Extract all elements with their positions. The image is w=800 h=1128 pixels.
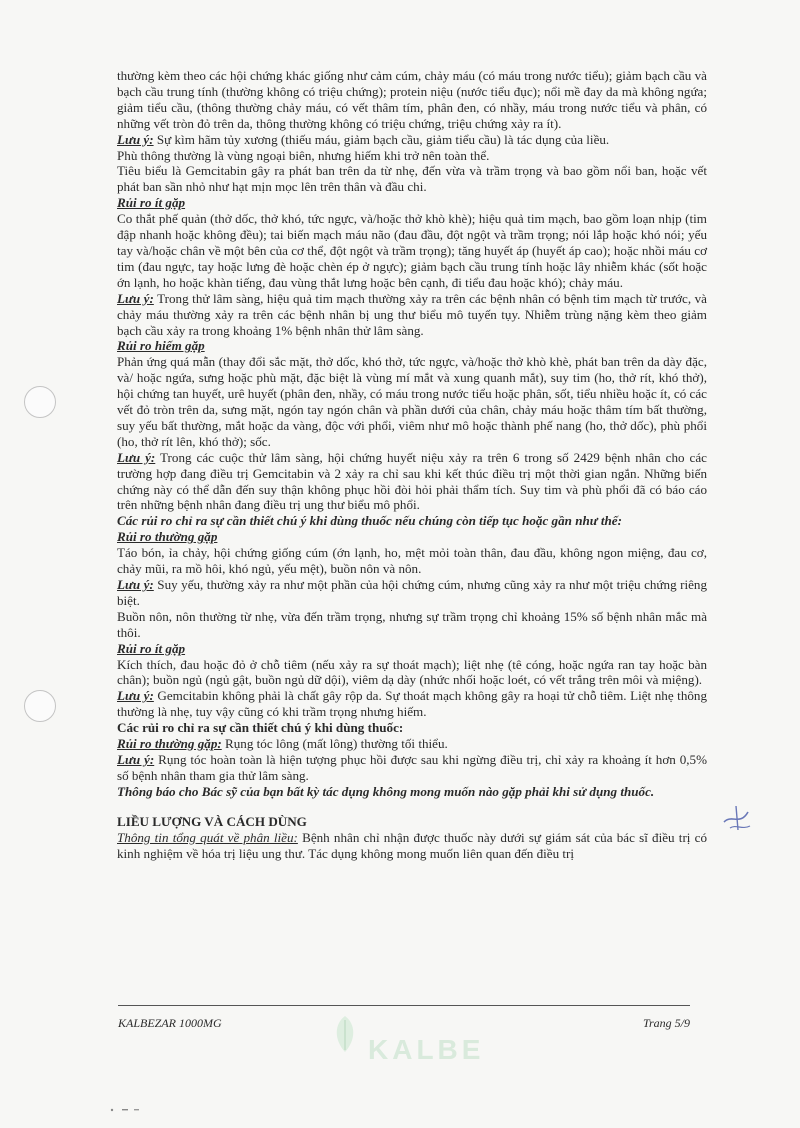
punch-hole <box>24 386 56 418</box>
paragraph <box>117 68 707 132</box>
signature-icon <box>718 800 758 836</box>
text-run: Phù thông thường là vùng ngoại biên, nhưng hiếm khi trở nên toàn thể. <box>117 147 490 163</box>
punch-hole <box>24 690 56 722</box>
text-run: Lưu ý: <box>117 290 154 306</box>
text-run: Thông tin tổng quát về phân liều: <box>117 829 298 845</box>
text-run: Suy yếu, thường xảy ra như một phần của hội chứng cúm, nhưng cũng xảy ra như một triệu chứng riêng biệt. <box>117 577 708 608</box>
scan-speck <box>108 1106 148 1114</box>
paragraph <box>117 338 707 354</box>
text-run: Trong các cuộc thử lâm sàng, hội chứng huyết niệu xảy ra trên 6 trong số 2429 bệnh nhân cho các trường hợp đang điều trị Gemcitabin và 2 xảy ra chỉ sau khi kết thúc điều trị một thời gian ngắn. Những biến chứng này có thể dẫn đến suy thận không phục hồi đòi hỏi phải thẩm tích. Suy tim và phù phổi đã có báo cáo trên những bệnh nhân đang điều trị ung thư biểu mô phổi. <box>117 449 707 513</box>
text-run: Thông báo cho Bác sỹ của bạn bất kỳ tác dụng không mong muốn nào gặp phải khi sử dụng thuốc. <box>117 783 655 799</box>
paragraph <box>117 132 707 148</box>
text-run: Gemcitabin không phải là chất gây rộp da. Sự thoát mạch không gây ra hoại tử chỗ tiêm. Liệt nhẹ thông thường là nhẹ, tuy vậy cũng có khi trầm trọng nhưng hiếm. <box>117 688 708 720</box>
text-run: Tiêu biểu là Gemcitabin gây ra phát ban trên da từ nhẹ, đến vừa và trầm trọng và bao gồm nổi ban, hoặc vết phát ban sần nhỏ như hạt mịn mọc lên trên thân và đầu chi. <box>117 163 707 195</box>
text-run: Táo bón, ỉa chảy, hội chứng giống cúm (ớn lạnh, ho, mệt mỏi toàn thân, đau đầu, không ngon miệng, đau cơ, chảy mũi, ra mồ hôi, khó ngủ, yếu mệt), buồn nôn và nôn. <box>117 545 707 577</box>
text-run: Rủi ro thường gặp: <box>117 736 222 752</box>
footer-page-number: Trang 5/9 <box>642 1016 690 1030</box>
text-run: Co thắt phế quản (thở dốc, thở khó, tức ngực, và/hoặc thở khò khè); hiệu quả tim mạch, bao gồm loạn nhịp (tim đập nhanh hoặc không đều); tai biến mạch máu não (đau đầu, đột ngột và trầm trọng; nói lắp hoặc khó nói; yếu tay và/hoặc chân về một bên của cơ thể, đột ngột và trầm trọng); tăng huyết áp (huyết áp cao); hoặc nhồi máu cơ tim (đau ngực, tay hoặc lưng đè hoặc chèn ép ở ngực); giảm bạch cầu trung tính hoặc lây nhiễm khác (sốt hoặc ớn lạnh, ho hoặc khàn tiếng, đau vùng thắt lưng hoặc bên cạnh, đi tiểu đau hoặc khó); chảy máu. <box>117 211 707 290</box>
paragraph <box>117 657 707 689</box>
text-run: thường kèm theo các hội chứng khác giống như cảm cúm, chảy máu (có máu trong nước tiểu); giảm bạch cầu và bạch cầu trung tính (thường không có triệu chứng); protein niệu (nước tiểu đục); nổi mề đay da mà không ngứa; giảm tiểu cầu, (thông thường chảy máu, có vết thâm tím, phân đen, có nhầy, máu trong nước tiểu và phân, có những vết tròn đỏ trên da, thông thường không có triệu chứng, triệu chứng xảy ra ít). <box>117 68 707 131</box>
section-heading <box>117 814 707 830</box>
text-run: Trong thử lâm sàng, hiệu quả tim mạch thường xảy ra trên các bệnh nhân có bệnh tim mạch từ trước, và chảy máu thường xảy ra trên các bệnh nhân bị ung thư biểu mô tuyến tụy. Nhiễm trùng nặng kèm theo giảm bạch cầu xảy ra trong khoảng 1% bệnh nhân thử lâm sàng. <box>117 290 707 338</box>
paragraph <box>117 545 707 577</box>
paragraph <box>117 736 707 752</box>
paragraph <box>117 211 707 291</box>
text-run: Sự kìm hãm tủy xương (thiếu máu, giảm bạch cầu, giảm tiểu cầu) là tác dụng của liều. <box>153 131 610 147</box>
paragraph <box>117 720 707 736</box>
text-run: Phản ứng quá mẫn (thay đổi sắc mặt, thở dốc, khó thở, tức ngực, và/hoặc thở khò khè, phát ban trên da dày đặc, và/ hoặc ngứa, sưng hoặc phù mặt, đặc biệt là vùng mí mắt và xung quanh mắt), suy tim (ho, thở rít, khó thở), hội chứng tan huyết, urê huyết (phân đen, nhầy, có máu trong nước tiểu hoặc phân, sốt, tiểu nhiều hoặc ít, có các vết đỏ tròn trên da, sưng mặt, ngón tay ngón chân và phần dưới của chân, chảy máu hoặc thâm tím bất thường, suy yếu bất thường, mắt hoặc da vàng, độc với phổi, viêm như mô hoặc thành phế nang (ho, thở dốc), phù phổi (ho, thở rít lên, khó thở); sốc. <box>117 354 707 449</box>
text-run: Lưu ý: <box>117 577 154 592</box>
text-run: Rụng tóc hoàn toàn là hiện tượng phục hồi được sau khi ngừng điều trị, chỉ xảy ra khoảng ít hơn 0,5% số bệnh nhân tham gia thử lâm sàng. <box>117 751 707 783</box>
paragraph <box>117 752 707 784</box>
text-run: Rủi ro hiếm gặp <box>117 338 205 354</box>
footer-divider <box>118 1005 690 1006</box>
paragraph <box>117 450 707 514</box>
text-run: Rủi ro ít gặp <box>117 195 186 211</box>
text-run: Các rủi ro chỉ ra sự cần thiết chú ý khi dùng thuốc: <box>117 720 404 736</box>
paragraph <box>117 163 707 195</box>
text-run: Kích thích, đau hoặc đỏ ở chỗ tiêm (nếu xảy ra sự thoát mạch); liệt nhẹ (tê cóng, hoặc ngứa ran tay hoặc bàn chân); buồn ngủ (ngủ gật, buồn ngủ dữ dội), viêm dạ dày (nhức nhối hoặc loét, có vết trắng trên môi và miệng). <box>117 656 707 688</box>
watermark-text: KALBE <box>368 1034 485 1065</box>
paragraph <box>117 830 707 862</box>
paragraph <box>117 148 707 164</box>
paragraph <box>117 577 707 609</box>
paragraph <box>117 688 707 720</box>
text-run: LIỀU LƯỢNG VÀ CÁCH DÙNG <box>117 813 307 829</box>
text-run: Lưu ý: <box>117 751 155 767</box>
paragraph <box>117 784 707 800</box>
paragraph <box>117 291 707 339</box>
paragraph <box>117 609 707 641</box>
text-run: Bệnh nhân chỉ nhận được thuốc này dưới sự giám sát của bác sĩ điều trị có kinh nghiệm về hóa trị liệu ung thư. Tác dụng không mong muốn liên quan đến điều trị <box>117 829 707 861</box>
paragraph <box>117 354 707 449</box>
paragraph <box>117 529 707 545</box>
paragraph <box>117 513 707 529</box>
text-run: Lưu ý: <box>117 688 154 704</box>
text-run: Rủi ro ít gặp <box>117 640 186 656</box>
text-run: Các rủi ro chỉ ra sự cần thiết chú ý khi dùng thuốc nếu chúng còn tiếp tục hoặc gần như thế: <box>117 513 622 529</box>
text-run: Lưu ý: <box>117 449 156 465</box>
kalbe-watermark-logo <box>330 1012 500 1072</box>
text-run: Lưu ý: <box>117 131 154 147</box>
text-run: Rủi ro thường gặp <box>117 529 218 545</box>
text-run: Rụng tóc lông (mất lông) thường tối thiểu. <box>221 736 448 752</box>
footer-product-name: KALBEZAR 1000MG <box>118 1016 222 1030</box>
paragraph <box>117 195 707 211</box>
paragraph <box>117 641 707 657</box>
text-run: Buồn nôn, nôn thường từ nhẹ, vừa đến trầm trọng, nhưng sự trầm trọng chỉ khoảng 15% số bệnh nhân mắc mà thôi. <box>117 608 707 640</box>
document-body <box>117 68 707 861</box>
leaf-icon <box>330 1012 360 1056</box>
